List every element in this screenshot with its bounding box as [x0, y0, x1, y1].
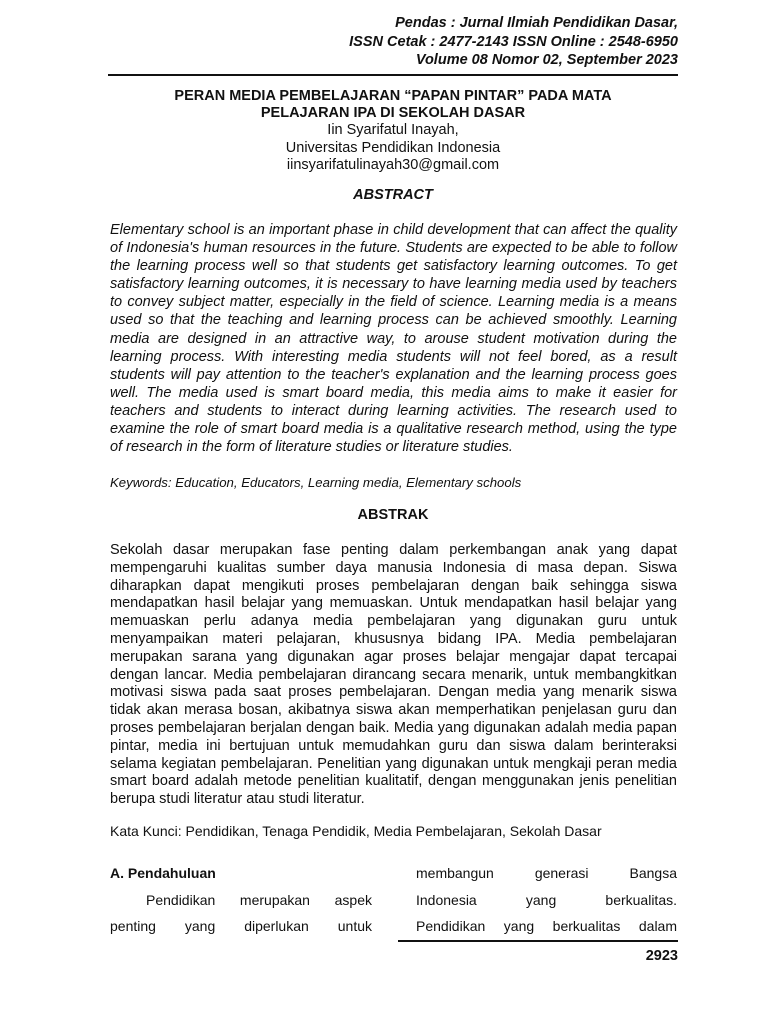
- author-name: Iin Syarifatul Inayah,: [327, 122, 459, 138]
- intro-left-column: [110, 860, 372, 940]
- intro-line: penting yang diperlukan untuk: [110, 918, 372, 934]
- author-email: iinsyarifatulinayah30@gmail.com: [286, 157, 500, 173]
- abstrak-heading: ABSTRAK: [357, 507, 429, 523]
- article-title-line1: PERAN MEDIA PEMBELAJARAN “PAPAN PINTAR” PADA MATA: [174, 88, 612, 104]
- abstract-text: Elementary school is an important phase in child development that can affect the quality of Indonesia's human resources in the future. Students are expected to be able to follow the learning process well so that students get satisfactory learning outcomes. To get satisfactory learning outcomes, it is necessary to have learning media used by teachers to convey subject matter, especially in the field of science. Learning media is a means used so that the teaching and learning process can be achieved smoothly. Learning media are designed in an attractive way, to arouse student motivation during the learning process. With interesting media students will not feel bored, as a result students will pay attention to the teacher's explanation and the learning process goes well. The media used is smart board media, this media aims to make it easier for teachers and students to interact during learning activities. The research used to examine the role of smart board media is a qualitative research method, using the type of research in the form of literature studies or literature studies.: [110, 222, 677, 456]
- section-heading: A. Pendahuluan: [110, 865, 216, 881]
- page-number: 2923: [645, 948, 678, 964]
- header-divider: [108, 74, 678, 76]
- intro-line: Pendidikan yang berkualitas dalam: [416, 918, 677, 934]
- journal-volume: Volume 08 Nomor 02, September 2023: [415, 52, 678, 68]
- intro-line: membangun generasi Bangsa: [416, 865, 677, 881]
- intro-right-column: [416, 860, 677, 940]
- intro-line: Indonesia yang berkualitas.: [416, 891, 677, 908]
- author-affiliation: Universitas Pendidikan Indonesia: [285, 139, 501, 156]
- keywords: Keywords: Education, Educators, Learning media, Elementary schools: [110, 475, 522, 490]
- footer-divider: [398, 940, 678, 942]
- kata-kunci: Kata Kunci: Pendidikan, Tenaga Pendidik, Media Pembelajaran, Sekolah Dasar: [110, 823, 602, 839]
- title-block: [108, 88, 678, 175]
- abstract-heading: ABSTRACT: [353, 187, 433, 203]
- journal-issn: ISSN Cetak : 2477-2143 ISSN Online : 2548-6950: [349, 33, 678, 50]
- article-title-line2: PELAJARAN IPA DI SEKOLAH DASAR: [260, 105, 526, 121]
- journal-header: [349, 14, 678, 70]
- journal-name: Pendas : Jurnal Ilmiah Pendidikan Dasar,: [395, 15, 678, 31]
- intro-line: Pendidikan merupakan aspek: [146, 891, 372, 908]
- abstrak-text: Sekolah dasar merupakan fase penting dalam perkembangan anak yang dapat mempengaruhi kualitas sumber daya manusia Indonesia di masa depan. Siswa diharapkan dapat mengikuti proses pembelajaran dengan baik sehingga siswa mendapatkan hasil belajar yang memuaskan. Untuk mendapatkan hasil belajar yang memuaskan perlu adanya media pembelajaran yang digunakan guru untuk menyampaikan materi pelajaran, khususnya bidang IPA. Media pembelajaran merupakan sarana yang digunakan agar proses belajar mengajar dapat tercapai dengan lancar. Media pembelajaran dirancang secara menarik, untuk membangkitkan motivasi siswa pada saat proses pembelajaran. Dengan media yang menarik siswa tidak akan merasa bosan, akibatnya siswa akan memperhatikan penjelasan guru dan proses pembelajaran berjalan dengan baik. Media yang digunakan adalah media papan pintar, media ini bertujuan untuk memudahkan guru dan siswa dalam berinteraksi selama kegiatan pembelajaran. Penelitian yang digunakan untuk mengkaji peran media smart board adalah metode penelitian kualitatif, dengan menggunakan jenis penelitian berupa studi literatur atau studi literatur.: [110, 542, 677, 808]
